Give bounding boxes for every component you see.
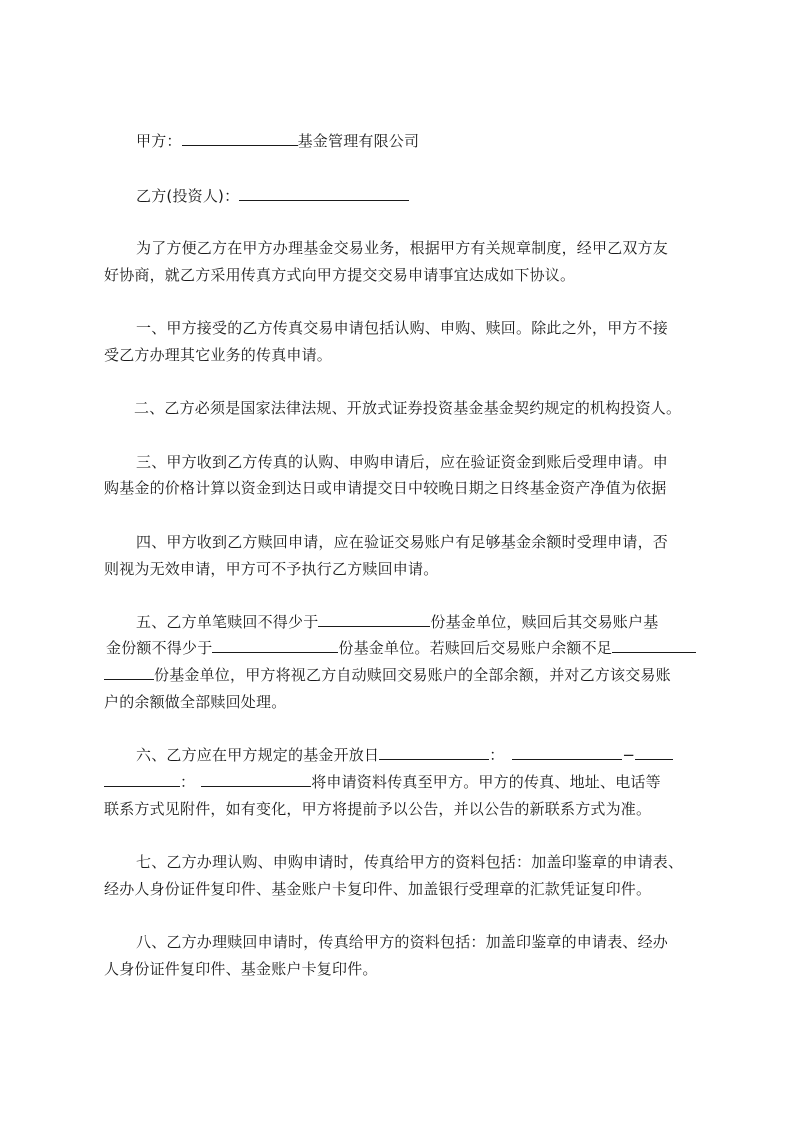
- clause-3-line-2: 购基金的价格计算以资金到达日或申请提交日中较晚日期之日终基金资产净值为依据: [104, 479, 667, 497]
- start-time-blank: [512, 745, 622, 760]
- clause-4-line-2: 则视为无效申请，甲方可不予执行乙方赎回申请。: [104, 560, 439, 578]
- insufficient-balance-blank-a: [612, 638, 696, 653]
- clause-6-line-3: 联系方式见附件，如有变化，甲方将提前予以公告，并以公告的新联系方式为准。: [104, 800, 652, 818]
- clause-5-text-a: 五、乙方单笔赎回不得少于: [136, 613, 319, 631]
- clause-2-line-1: 二、乙方必须是国家法律法规、开放式证券投资基金基金契约规定的机构投资人。: [134, 399, 682, 417]
- party-a-line: [136, 131, 736, 151]
- clause-6-colon-1: ：: [489, 746, 505, 764]
- party-b-label: 乙方(投资人)：: [136, 187, 240, 205]
- party-a-suffix: 基金管理有限公司: [297, 132, 420, 150]
- end-time-blank-b: [104, 772, 180, 787]
- clause-5-text-e: 份基金单位，甲方将视乙方自动赎回交易账户的全部余额，并对乙方该交易账: [154, 666, 671, 684]
- clause-6-dash: −: [622, 746, 636, 764]
- clause-6-line-2: [104, 772, 704, 792]
- clause-7-line-2: 经办人身份证件复印件、基金账户卡复印件、加盖银行受理章的汇款凭证复印件。: [104, 880, 652, 898]
- clause-6-text-a: 六、乙方应在甲方规定的基金开放日: [136, 746, 380, 764]
- party-b-name-blank: [239, 186, 409, 201]
- clause-5-line-1: [136, 612, 736, 632]
- clause-7-line-1: 七、乙方办理认购、申购申请时，传真给甲方的资料包括：加盖印鉴章的申请表、: [136, 853, 684, 871]
- clause-1-line-1: 一、甲方接受的乙方传真交易申请包括认购、申购、赎回。除此之外，甲方不接: [136, 319, 669, 337]
- open-day-blank: [379, 745, 489, 760]
- intro-line-1: 为了方便乙方在甲方办理基金交易业务，根据甲方有关规章制度，经甲乙双方友: [136, 239, 669, 257]
- min-redeem-units-blank: [318, 612, 430, 627]
- party-a-prefix: 甲方：: [136, 132, 182, 150]
- insufficient-balance-blank-b: [104, 665, 154, 680]
- end-minute-blank: [201, 772, 311, 787]
- clause-8-line-1: 八、乙方办理赎回申请时，传真给甲方的资料包括：加盖印鉴章的申请表、经办: [136, 933, 669, 951]
- clause-4-line-1: 四、甲方收到乙方赎回申请，应在验证交易账户有足够基金余额时受理申请，否: [136, 533, 669, 551]
- min-balance-units-blank: [212, 638, 338, 653]
- clause-3-line-1: 三、甲方收到乙方传真的认购、申购申请后，应在验证资金到账后受理申请。申: [136, 453, 669, 471]
- intro-line-2: 好协商，就乙方采用传真方式向甲方提交交易申请事宜达成如下协议。: [104, 266, 576, 284]
- clause-5-text-d: 份基金单位。若赎回后交易账户余额不足: [338, 639, 613, 657]
- clause-6-colon-2: ：: [180, 773, 196, 791]
- clause-5-text-c: 金份额不得少于: [106, 639, 213, 657]
- clause-5-line-3: [104, 665, 704, 685]
- clause-5-text-b: 份基金单位，赎回后其交易账户基: [430, 613, 659, 631]
- party-a-name-blank: [182, 131, 298, 146]
- clause-6-line-1: [136, 745, 736, 765]
- party-b-line: [136, 186, 736, 206]
- clause-6-text-b: 将申请资料传真至甲方。甲方的传真、地址、电话等: [311, 773, 661, 791]
- clause-8-line-2: 人身份证件复印件、基金账户卡复印件。: [104, 960, 378, 978]
- clause-5-line-2: [106, 638, 706, 658]
- clause-5-line-4: 户的余额做全部赎回处理。: [104, 693, 287, 711]
- clause-1-line-2: 受乙方办理其它业务的传真申请。: [104, 346, 333, 364]
- end-time-blank-a: [635, 745, 673, 760]
